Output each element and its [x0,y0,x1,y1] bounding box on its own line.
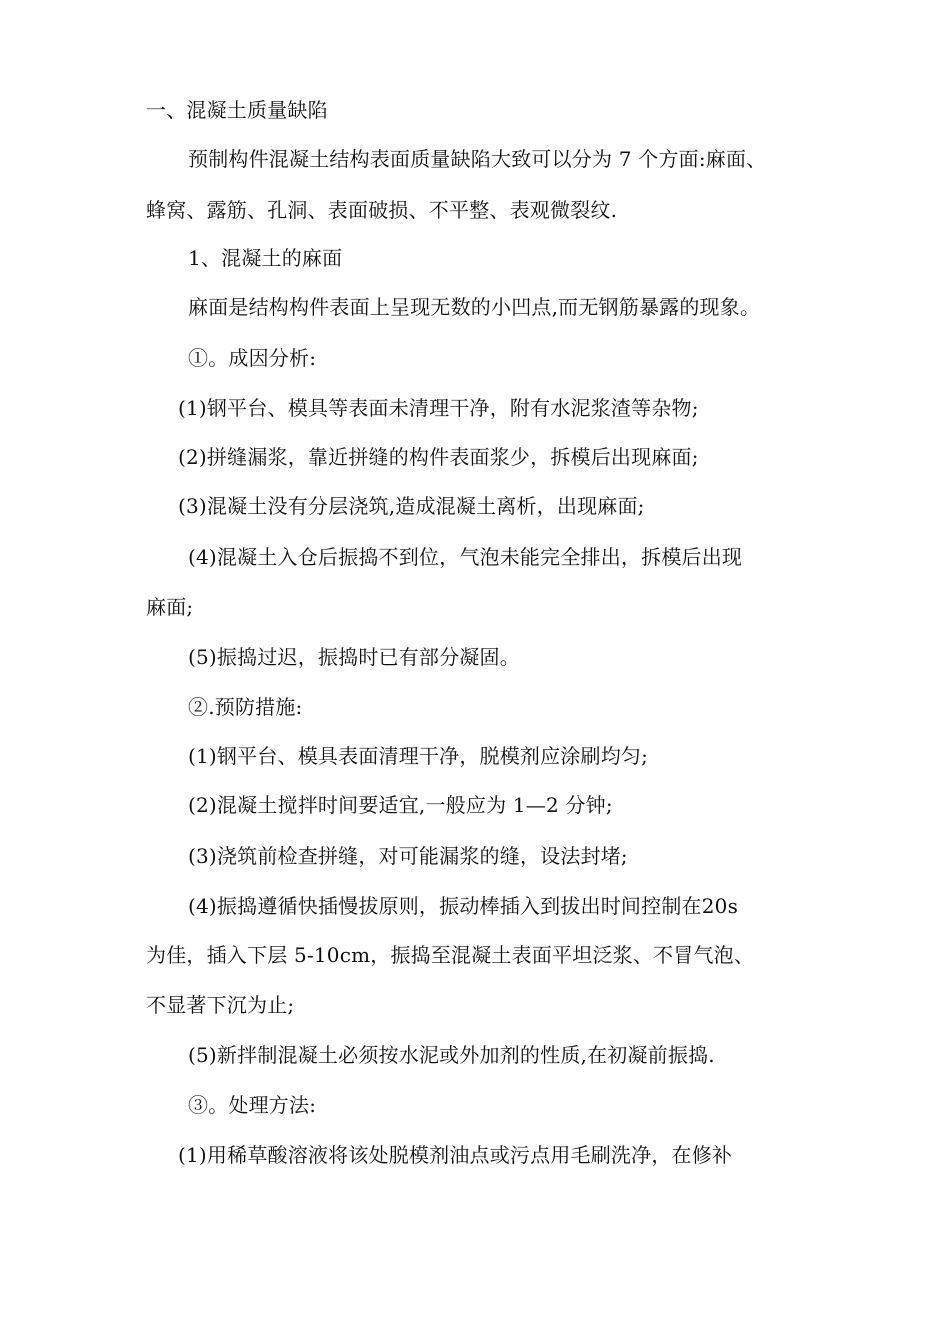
list-item: (3)浇筑前检查拼缝，对可能漏浆的缝，设法封堵; [188,844,628,868]
list-item: (3)混凝土没有分层浇筑,造成混凝土离析，出现麻面; [178,494,645,518]
list-item: (2)混凝土搅拌时间要适宜,一般应为 1—2 分钟; [188,793,613,817]
paragraph-line: 麻面是结构构件表面上呈现无数的小凹点,而无钢筋暴露的现象。 [188,295,761,319]
item-heading: ③。处理方法: [188,1093,317,1117]
list-item: (1)用稀草酸溶液将该处脱模剂油点或污点用毛刷洗净，在修补 [178,1143,733,1167]
subsection-heading: 1、混凝土的麻面 [188,246,343,270]
item-heading: ①。成因分析: [188,346,317,370]
list-item: (1)钢平台、模具表面清理干净，脱模剂应涂刷均匀; [188,744,649,768]
paragraph-line: 蜂窝、露筋、孔洞、表面破损、不平整、表观微裂纹. [146,198,618,222]
list-item: (4)混凝土入仓后振捣不到位，气泡未能完全排出，拆模后出现 [188,545,743,569]
section-heading: 一、混凝土质量缺陷 [146,98,328,122]
list-item: (5)振捣过迟，振捣时已有部分凝固。 [188,645,520,669]
list-item-continuation: 不显著下沉为止; [146,993,295,1017]
item-heading: ②.预防措施: [188,695,303,719]
list-item-continuation: 麻面; [146,595,194,619]
list-item: (1)钢平台、模具等表面未清理干净，附有水泥浆渣等杂物; [178,396,699,420]
list-item: (5)新拌制混凝土必须按水泥或外加剂的性质,在初凝前振捣. [188,1043,715,1067]
list-item: (4)振捣遵循快插慢拔原则，振动棒插入到拔出时间控制在20s [188,894,739,918]
paragraph-line: 预制构件混凝土结构表面质量缺陷大致可以分为 7 个方面:麻面、 [188,147,767,171]
list-item: (2)拼缝漏浆，靠近拼缝的构件表面浆少，拆模后出现麻面; [178,445,699,469]
list-item-continuation: 为佳，插入下层 5-10cm，振捣至混凝土表面平坦泛浆、不冒气泡、 [146,943,755,967]
